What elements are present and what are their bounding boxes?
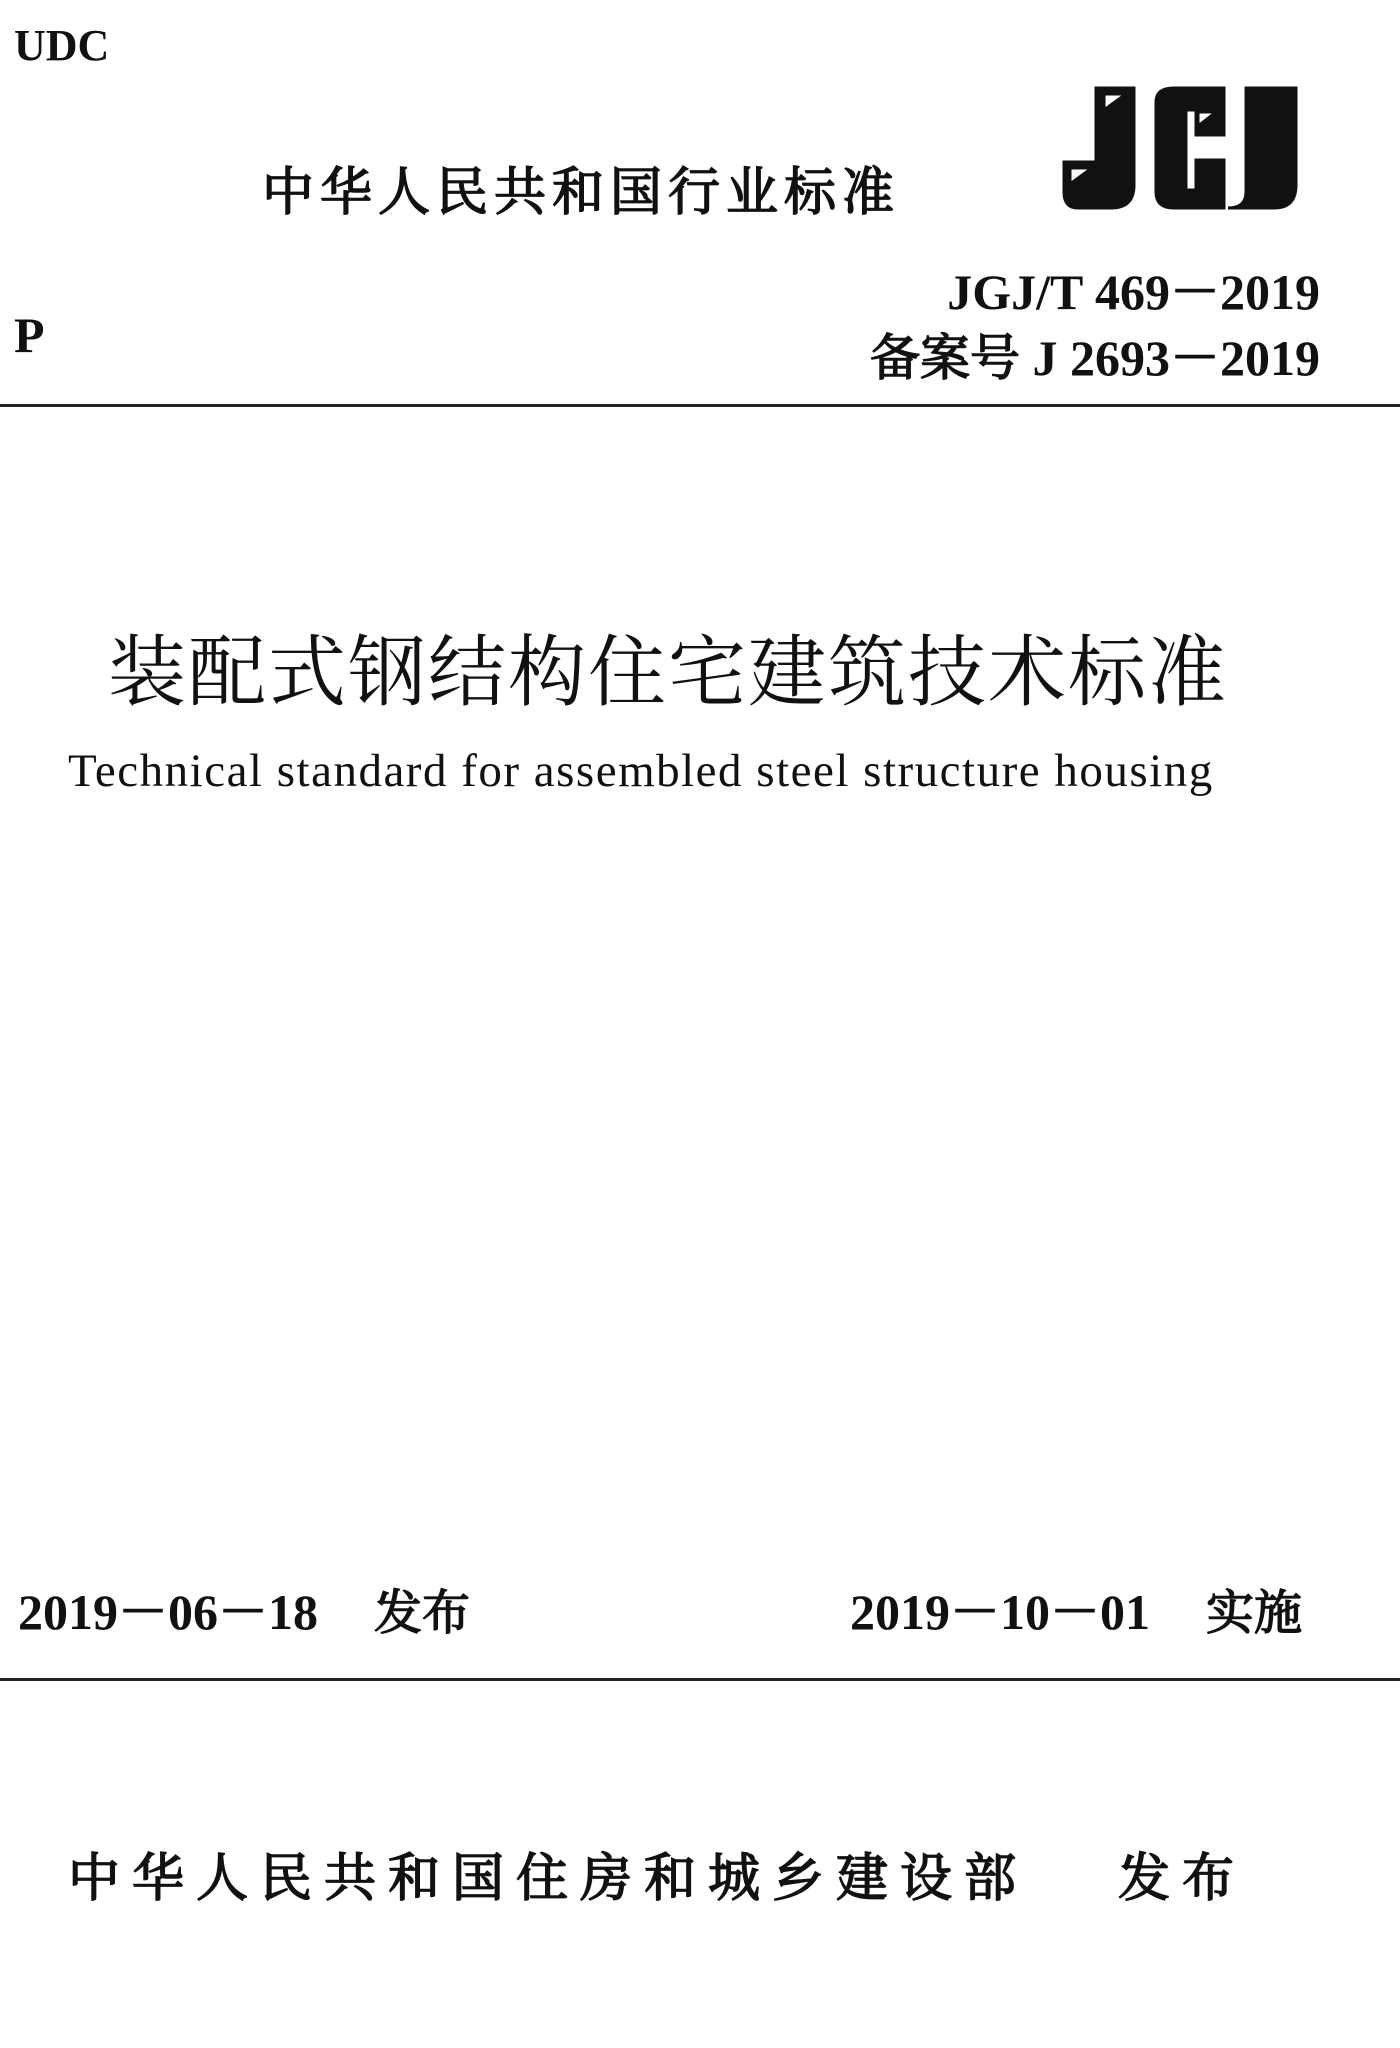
bottom-divider [0, 1678, 1400, 1681]
publish-label: 发布 [374, 1585, 471, 1641]
publisher [68, 1836, 1246, 1911]
standard-code: JGJ/T 469－2019 [947, 264, 1320, 320]
record-number: 备案号 J 2693－2019 [870, 330, 1320, 386]
top-divider [0, 404, 1400, 407]
jgj-logo [1056, 80, 1324, 215]
category-label: P [14, 307, 45, 363]
publisher-label: 发布 [1118, 1849, 1247, 1909]
publish-date-value: 2019－06－18 [18, 1584, 318, 1640]
publisher-name: 中华人民共和国住房和城乡建设部 [68, 1849, 1029, 1909]
implement-date-value: 2019－10－01 [850, 1584, 1150, 1640]
title-english: Technical standard for assembled steel structure housing [68, 745, 1214, 797]
industry-standard-heading: 中华人民共和国行业标准 [262, 163, 901, 223]
implement-date [850, 1572, 1302, 1644]
udc-label: UDC [14, 21, 110, 70]
title-chinese: 装配式钢结构住宅建筑技术标准 [108, 628, 1229, 718]
publish-date [18, 1572, 470, 1644]
implement-label: 实施 [1206, 1585, 1303, 1641]
